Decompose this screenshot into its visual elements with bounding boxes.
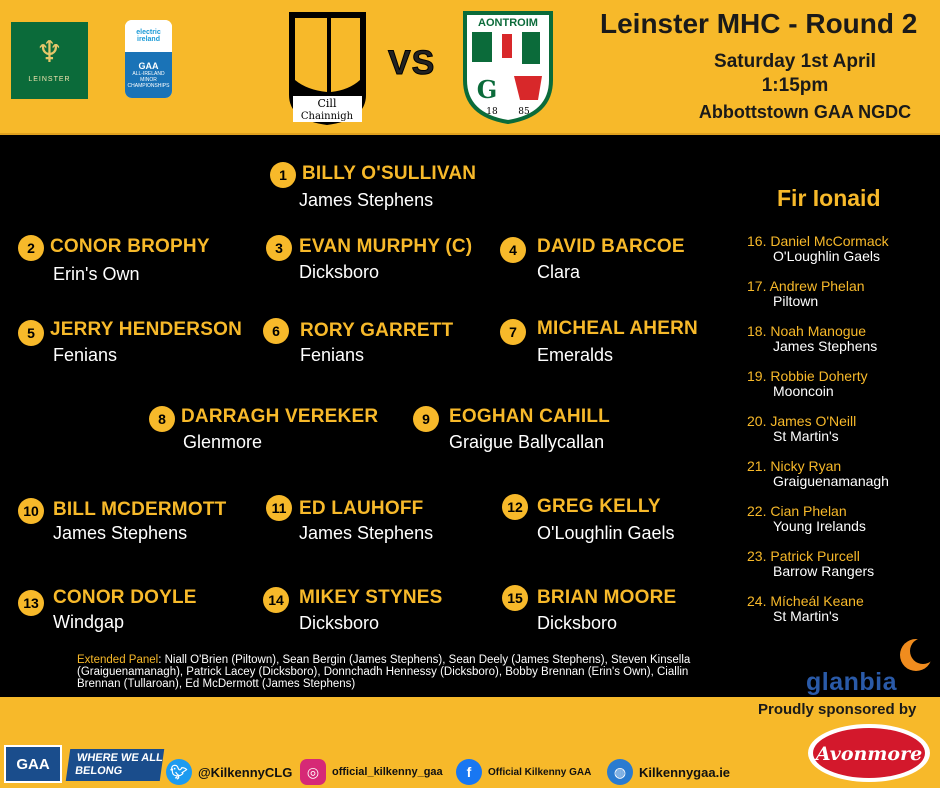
player-club: James Stephens bbox=[299, 523, 434, 543]
sub-club: Graiguenamanagh bbox=[773, 473, 889, 489]
player-number-badge: 5 bbox=[18, 320, 44, 346]
player-number-badge: 14 bbox=[263, 587, 289, 613]
player-number-badge: 12 bbox=[502, 494, 528, 520]
sub-club: St Martin's bbox=[773, 428, 839, 444]
player-number-badge: 13 bbox=[18, 590, 44, 616]
sub-name: 18. Noah Manogue bbox=[747, 323, 867, 339]
subs-title: Fir Ionaid bbox=[777, 185, 881, 211]
svg-text:Cill: Cill bbox=[317, 97, 337, 110]
where-we-all-belong-slogan: WHERE WE ALL BELONG bbox=[66, 749, 164, 781]
player-name: BILLY O'SULLIVAN bbox=[302, 163, 477, 184]
sub-item bbox=[747, 549, 874, 579]
player-number-badge: 4 bbox=[500, 237, 526, 263]
player-name: ED LAUHOFF bbox=[299, 498, 424, 519]
electric-ireland-minor-logo: electric ireland GAA ALL-IRELAND MINOR CHAMPIONSHIPS bbox=[125, 20, 172, 98]
instagram-icon: ◎ bbox=[300, 759, 326, 785]
harp-icon: ♆ bbox=[36, 35, 63, 70]
sub-name: 20. James O'Neill bbox=[747, 413, 857, 429]
svg-text:AONTROIM: AONTROIM bbox=[478, 17, 538, 29]
avonmore-wordmark: Avonmore bbox=[815, 743, 923, 765]
sub-club: Piltown bbox=[773, 293, 819, 309]
player-name: CONOR DOYLE bbox=[53, 587, 197, 608]
player-number-badge: 15 bbox=[502, 585, 528, 611]
sub-name: 21. Nicky Ryan bbox=[747, 458, 842, 474]
sub-name: 24. Mícheál Keane bbox=[747, 593, 864, 609]
sub-club: Young Irelands bbox=[773, 518, 866, 534]
player-name: DARRAGH VEREKER bbox=[181, 406, 379, 427]
sub-item bbox=[747, 594, 864, 624]
player-number-badge: 10 bbox=[18, 498, 44, 524]
antrim-crest bbox=[462, 10, 554, 125]
sub-club: St Martin's bbox=[773, 608, 839, 624]
sub-club: James Stephens bbox=[773, 338, 878, 354]
sub-name: 23. Patrick Purcell bbox=[747, 548, 860, 564]
player-name: BRIAN MOORE bbox=[537, 587, 677, 608]
svg-text:85: 85 bbox=[518, 107, 530, 117]
player-number-badge: 9 bbox=[413, 406, 439, 432]
sub-item bbox=[747, 414, 856, 444]
leinster-logo: ♆ LEINSTER bbox=[11, 22, 88, 99]
player-club: Glenmore bbox=[183, 432, 263, 452]
player-number-badge: 7 bbox=[500, 319, 526, 345]
player-number-badge: 1 bbox=[270, 162, 296, 188]
glanbia-logo: glanbia bbox=[806, 635, 931, 695]
facebook-page[interactable]: f Official Kilkenny GAA bbox=[456, 759, 591, 785]
player-name: EOGHAN CAHILL bbox=[449, 406, 610, 427]
player-club: Graigue Ballycallan bbox=[449, 432, 605, 452]
sponsored-label: Proudly sponsored by bbox=[758, 701, 917, 718]
sub-club: O'Loughlin Gaels bbox=[773, 248, 880, 264]
globe-icon: ◍ bbox=[607, 759, 633, 785]
kilkenny-crest bbox=[287, 10, 368, 127]
player-name: EVAN MURPHY (C) bbox=[299, 236, 473, 257]
player-name: MICHEAL AHERN bbox=[537, 318, 698, 339]
player-name: DAVID BARCOE bbox=[537, 236, 685, 257]
sub-item bbox=[747, 504, 866, 534]
avonmore-logo bbox=[806, 722, 932, 784]
player-name: BILL MCDERMOTT bbox=[53, 499, 227, 520]
footer bbox=[0, 697, 940, 788]
player-club: Windgap bbox=[53, 612, 125, 632]
player-number-badge: 6 bbox=[263, 318, 289, 344]
header bbox=[0, 0, 940, 135]
player-club: O'Loughlin Gaels bbox=[537, 523, 675, 543]
player-club: Dicksboro bbox=[537, 613, 618, 633]
player-number-badge: 2 bbox=[18, 235, 44, 261]
sub-item bbox=[747, 459, 889, 489]
sub-item bbox=[747, 369, 868, 399]
sub-name: 19. Robbie Doherty bbox=[747, 368, 868, 384]
twitter-handle[interactable]: 🐦︎ @KilkennyCLG bbox=[166, 759, 292, 785]
svg-text:18: 18 bbox=[486, 107, 498, 117]
player-club: James Stephens bbox=[299, 190, 434, 210]
player-club: Erin's Own bbox=[53, 264, 140, 284]
svg-text:Chainnigh: Chainnigh bbox=[300, 111, 354, 122]
sub-club: Mooncoin bbox=[773, 383, 834, 399]
sub-name: 16. Daniel McCormack bbox=[747, 233, 889, 249]
svg-text:G: G bbox=[476, 75, 498, 104]
sub-name: 22. Cian Phelan bbox=[747, 503, 847, 519]
website-link[interactable]: ◍ Kilkennygaa.ie bbox=[607, 759, 730, 785]
instagram-handle[interactable]: ◎ official_kilkenny_gaa bbox=[300, 759, 443, 785]
player-name: MIKEY STYNES bbox=[299, 587, 443, 608]
sub-club: Barrow Rangers bbox=[773, 563, 875, 579]
player-club: Dicksboro bbox=[299, 262, 380, 282]
match-venue: Abbottstown GAA NGDC bbox=[698, 102, 912, 122]
player-number-badge: 11 bbox=[266, 495, 292, 521]
player-club: Fenians bbox=[300, 345, 365, 365]
player-name: JERRY HENDERSON bbox=[50, 319, 242, 340]
twitter-icon: 🐦︎ bbox=[166, 759, 192, 785]
sub-item bbox=[747, 234, 889, 264]
sub-item bbox=[747, 279, 865, 309]
facebook-icon: f bbox=[456, 759, 482, 785]
player-number-badge: 3 bbox=[266, 235, 292, 261]
player-club: Emeralds bbox=[537, 345, 614, 365]
extended-panel: Extended Panel: Niall O'Brien (Piltown), Sean Bergin (James Stephens), Sean Deely (James Stephens), Steven Kinsella (Graiguenamanagh), Patrick Lacey (Dicksboro), Donnchadh Hennessy (Dicksboro), Bobby Brennan (Erin's Own), Ciallin Brennan (Tullaroan), Ed McDermott (James Stephens) bbox=[77, 654, 691, 690]
player-club: Clara bbox=[537, 262, 581, 282]
match-date-time: Saturday 1st April 1:15pm bbox=[714, 51, 876, 96]
player-number-badge: 8 bbox=[149, 406, 175, 432]
player-club: James Stephens bbox=[53, 523, 188, 543]
player-name: GREG KELLY bbox=[537, 496, 661, 517]
player-club: Fenians bbox=[53, 345, 118, 365]
sub-name: 17. Andrew Phelan bbox=[747, 278, 865, 294]
player-club: Dicksboro bbox=[299, 613, 380, 633]
match-title: Leinster MHC - Round 2 bbox=[600, 8, 918, 39]
sub-item bbox=[747, 324, 877, 354]
player-name: CONOR BROPHY bbox=[50, 236, 210, 257]
versus-label: VS bbox=[388, 44, 436, 82]
player-name: RORY GARRETT bbox=[300, 320, 454, 341]
gaa-logo: GAA bbox=[4, 745, 62, 783]
